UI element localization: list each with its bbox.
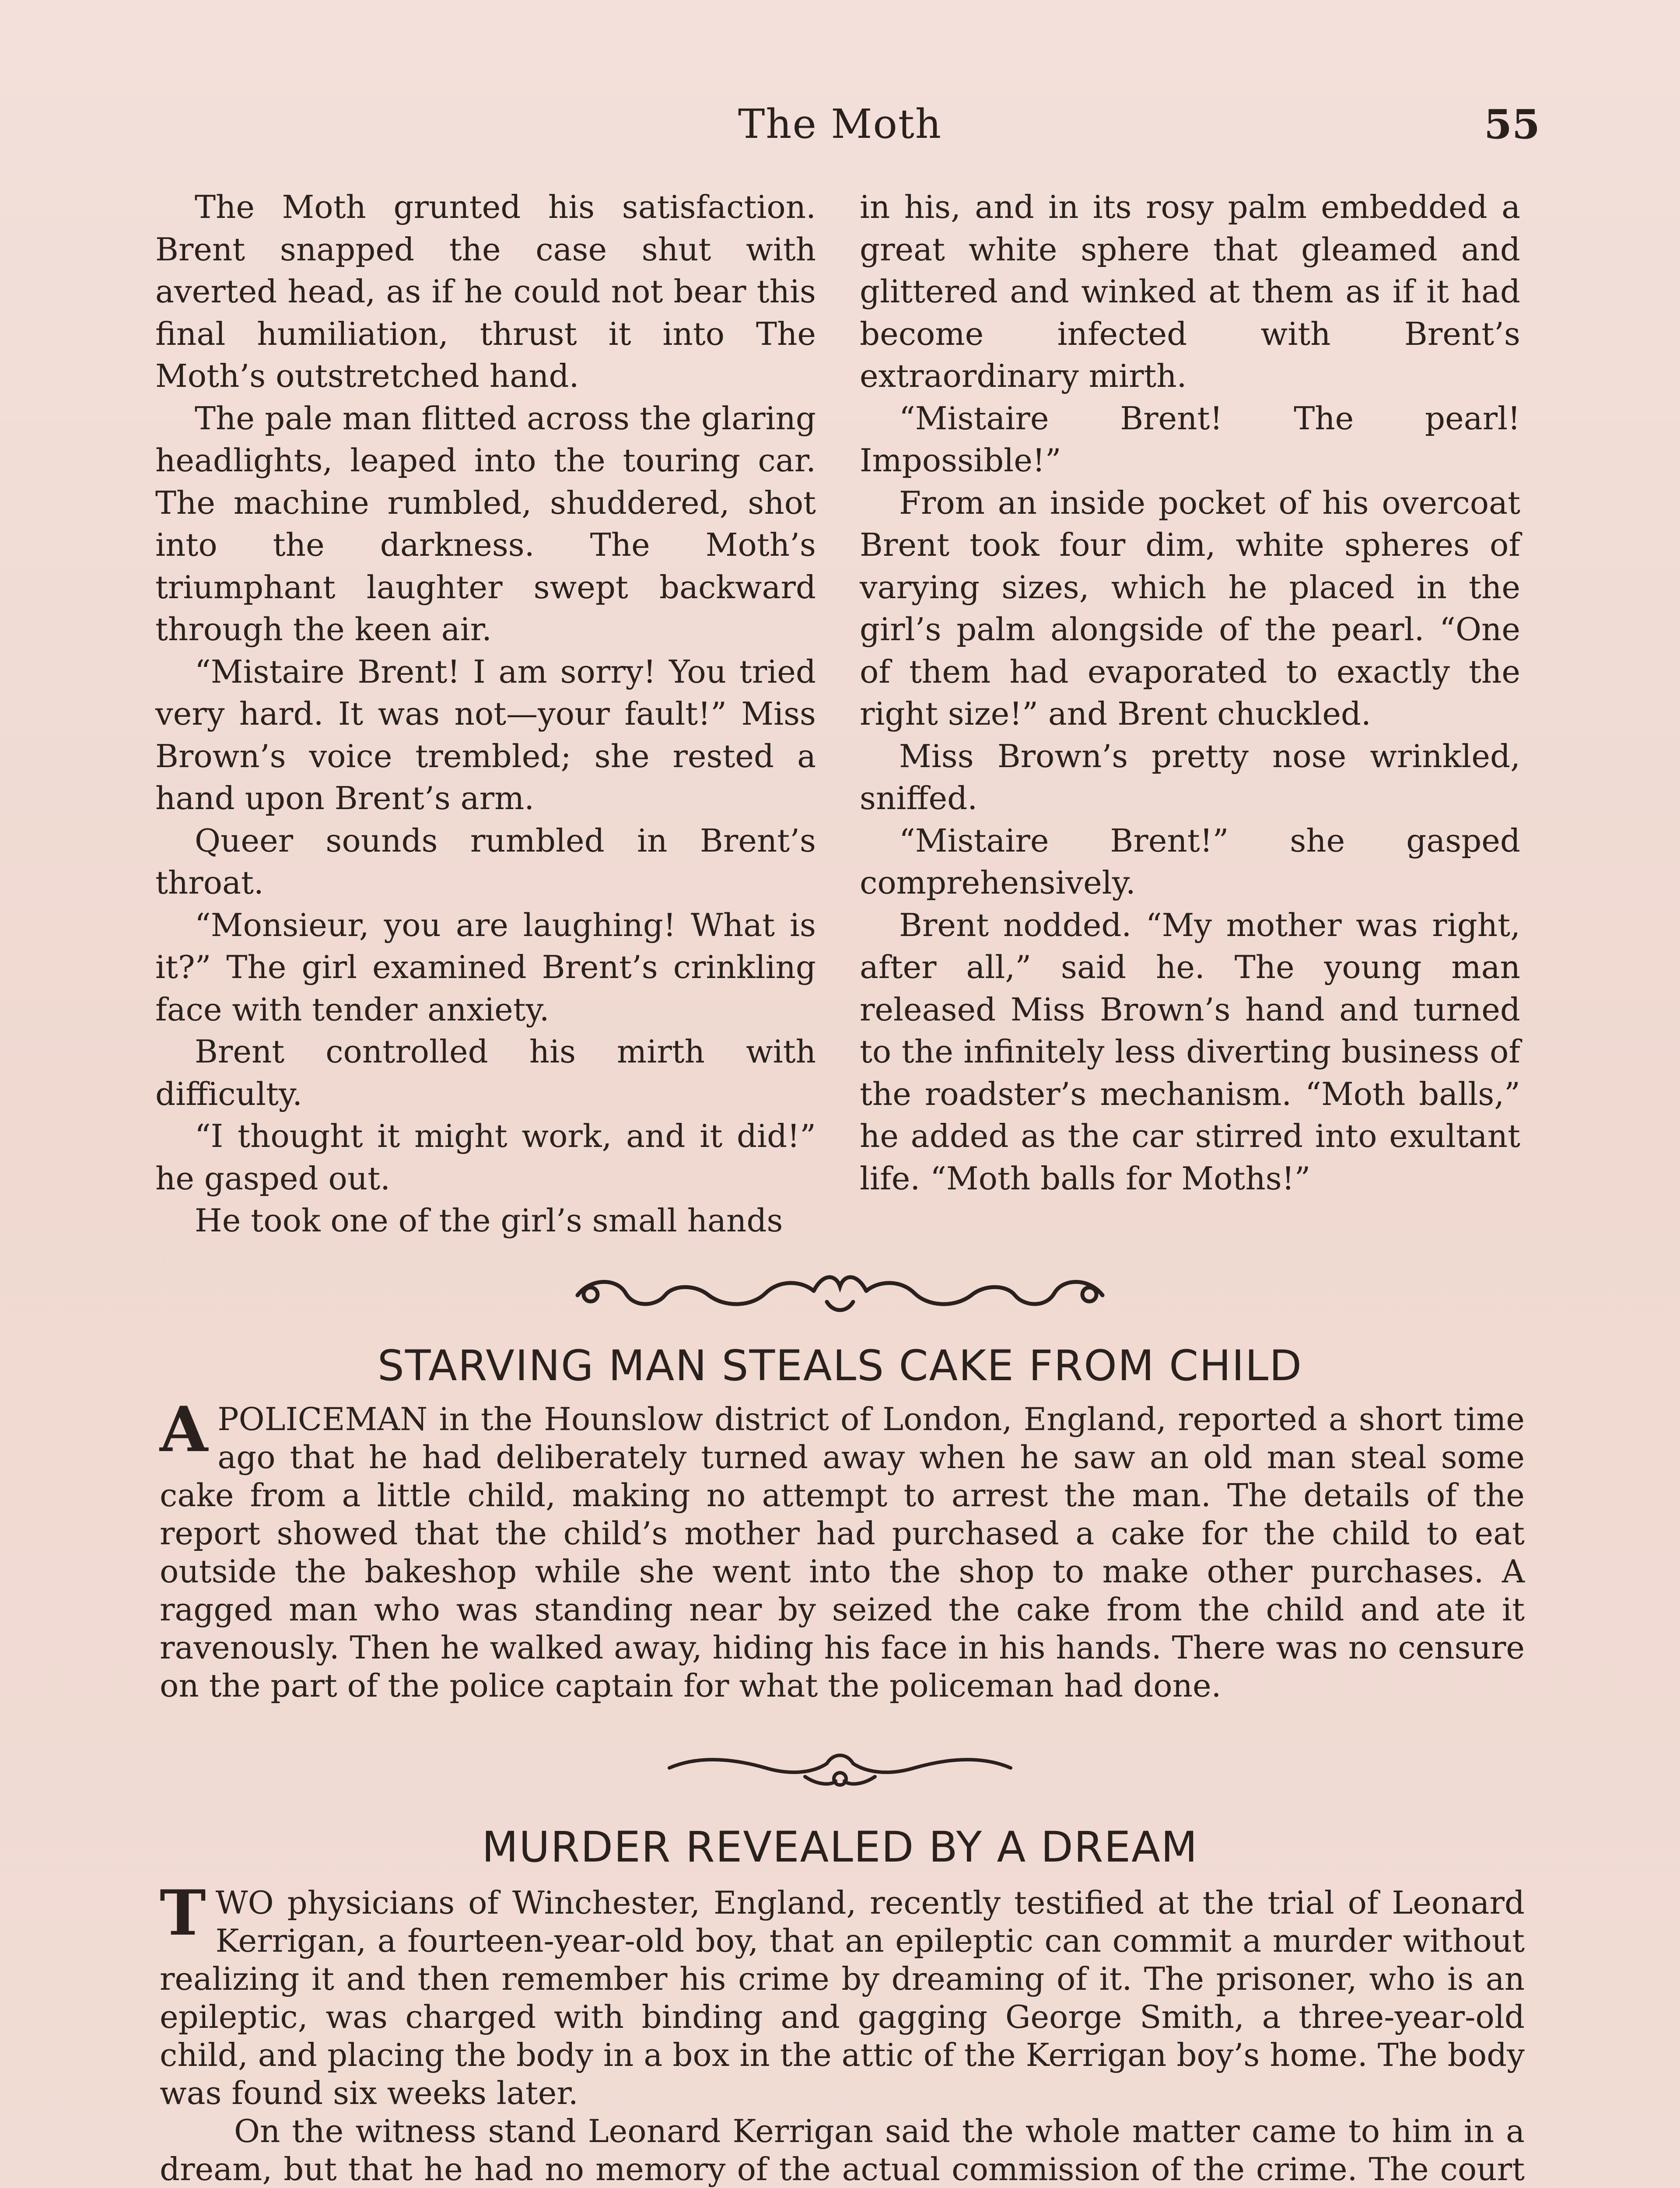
story-paragraph-continued: in his, and in its rosy palm embedded a great white sphere that gleamed and glittered and winked at them as if it had become infected with Brent’s extraordinary mirth. xyxy=(860,189,1520,394)
story-paragraph: “I thought it might work, and it did!” he gasped out. xyxy=(155,1118,816,1197)
drop-cap: A xyxy=(160,1393,208,1466)
story-paragraph: Miss Brown’s pretty nose wrinkled, sniffed. xyxy=(860,737,1520,817)
story-paragraph: “Monsieur, you are laughing! What is it?” The girl examined Brent’s crinkling face with tender anxiety. xyxy=(155,906,816,1028)
page-header xyxy=(153,101,1540,153)
story-paragraph: “Mistaire Brent! I am sorry! You tried very hard. It was not—your fault!” Miss Brown’s voice trembled; she rested a hand upon Brent’s arm. xyxy=(155,653,816,817)
story-paragraph: The Moth grunted his satisfaction. Brent snapped the case shut with averted head, as if he could not bear this final humiliation, thrust it into The Moth’s outstretched hand. xyxy=(155,189,816,394)
story-paragraph: Queer sounds rumbled in Brent’s throat. xyxy=(155,822,816,901)
story-paragraph: He took one of the girl’s small hands xyxy=(195,1202,783,1239)
story-paragraph: The pale man flitted across the glaring headlights, leaped into the touring car. The machine rumbled, shuddered, shot into the darkness. The Moth’s triumphant laughter swept backward through the keen air. xyxy=(155,400,816,648)
article-title: STARVING MAN STEALS CAKE FROM CHILD xyxy=(377,1341,1303,1390)
article-body xyxy=(160,1877,1525,2188)
story-left-column xyxy=(155,186,816,1242)
story-paragraph: Brent nodded. “My mother was right, after all,” said he. The young man released Miss Brown’s hand and turned to the infinitely less diverting business of the roadster’s mechanism. “Moth balls,” he added as the car stirred into exultant life. “Moth balls for Moths!” xyxy=(860,906,1520,1197)
story-paragraph: “Mistaire Brent! The pearl! Impossible!” xyxy=(860,400,1520,479)
scroll-ornament-divider xyxy=(661,1742,1019,1794)
story-right-column xyxy=(860,186,1520,1199)
article-title: MURDER REVEALED BY A DREAM xyxy=(482,1823,1198,1872)
article-text: POLICEMAN in the Hounslow district of London, England, reported a short time ago that he had deliberately turned away when he saw an old man steal some cake from a little child, making no attempt to arrest the man. The details of the report showed that the child’s mother had purchased a cake for the child to eat outside the bakeshop while she went into the shop to make other purchases. A ragged man who was standing near by seized the cake from the child and ate it ravenously. Then he walked away, hiding his face in his hands. There was no censure on the part of the police captain for what the policeman had done. xyxy=(160,1401,1525,1704)
story-paragraph: Brent controlled his mirth with difficulty. xyxy=(155,1033,816,1112)
story-paragraph: From an inside pocket of his overcoat Brent took four dim, white spheres of varying sizes, which he placed in the girl’s palm alongside of the pearl. “One of them had evaporated to exactly the right size!” and Brent chuckled. xyxy=(860,484,1520,732)
article-paragraph xyxy=(160,1877,1525,2112)
article-paragraph xyxy=(160,1393,1525,1705)
page-number: 55 xyxy=(1484,101,1540,148)
story-paragraph: “Mistaire Brent!” she gasped comprehensively. xyxy=(860,822,1520,901)
article-paragraph: On the witness stand Leonard Kerrigan said the whole matter came to him in a dream, but that he had no memory of the actual commission of the crime. The court xyxy=(160,2113,1525,2188)
article-body xyxy=(160,1393,1525,1705)
running-head: The Moth xyxy=(738,101,942,147)
drop-cap: T xyxy=(160,1877,206,1950)
article-text: WO physicians of Winchester, England, recently testified at the trial of Leonard Kerrigan, a fourteen-year-old boy, that an epileptic can commit a murder without realizing it and then remember his crime by dreaming of it. The prisoner, who is an epileptic, was charged with binding and gagging George Smith, a three-year-old child, and placing the body in a box in the attic of the Kerrigan boy’s home. The body was found six weeks later. xyxy=(160,1884,1525,2111)
scroll-ornament-divider xyxy=(564,1260,1116,1326)
